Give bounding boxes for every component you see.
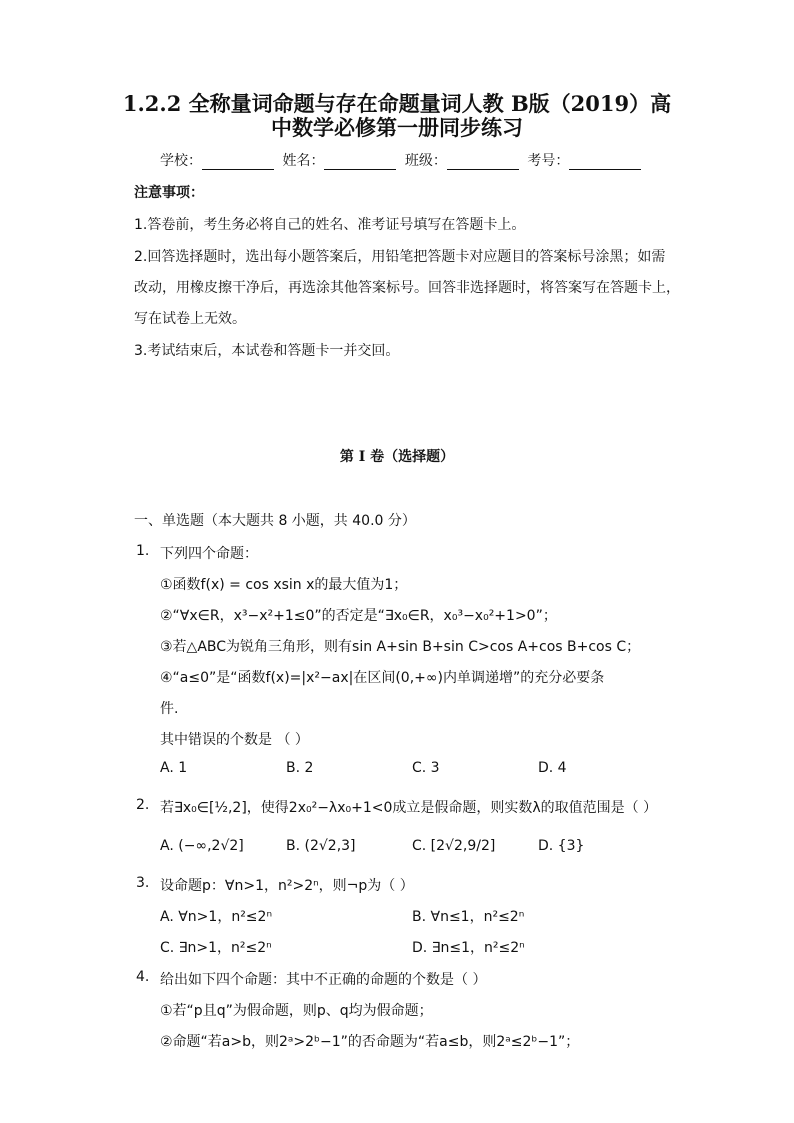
notice-heading: 注意事项： (134, 185, 204, 201)
option-d: D. ∃n≤1，n²≤2ⁿ (412, 940, 525, 956)
id-blank (569, 155, 641, 170)
statement: ③若△ABC为锐角三角形，则有sin A+sin B+sin C>cos A+cos B+cos C； (160, 639, 641, 655)
question-stem: 给出如下四个命题：其中不正确的命题的个数是（ ） (160, 972, 487, 988)
statement: ①若“p且q”为假命题，则p、q均为假命题； (160, 1003, 433, 1019)
notice-item: 写在试卷上无效。 (134, 311, 246, 327)
statement: 件. (160, 701, 179, 717)
notice-item: 1.答卷前，考生务必将自己的姓名、准考证号填写在答题卡上。 (134, 217, 526, 233)
option-b: B. 2 (286, 760, 314, 776)
statement: ②“∀x∈R，x³−x²+1≤0”的否定是“∃x₀∈R，x₀³−x₀²+1>0”； (160, 608, 557, 624)
option-c: C. [2√2,9/2] (412, 838, 496, 854)
question-number: 2. (136, 797, 150, 813)
notice-item: 改动，用橡皮擦干净后，再选涂其他答案标号。回答非选择题时，将答案写在答题卡上， (134, 280, 680, 296)
statement: ①函数f(x) = cos xsin x的最大值为1； (160, 577, 408, 593)
option-a: A. 1 (160, 760, 188, 776)
question-number: 1. (136, 543, 150, 559)
question-number: 3. (136, 875, 150, 891)
name-label: 姓名： (282, 153, 325, 169)
option-d: D. {3} (538, 838, 585, 854)
option-d: D. 4 (538, 760, 567, 776)
class-blank (447, 155, 519, 170)
option-b: B. (2√2,3] (286, 838, 356, 854)
statement: ②命题“若a>b，则2ᵃ>2ᵇ−1”的否命题为“若a≤b，则2ᵃ≤2ᵇ−1”； (160, 1034, 580, 1050)
question-stem: 下列四个命题： (160, 546, 258, 562)
option-b: B. ∀n≤1，n²≤2ⁿ (412, 909, 525, 925)
option-c: C. ∃n>1，n²≤2ⁿ (160, 940, 272, 956)
id-label: 考号： (527, 153, 570, 169)
notice-item: 2.回答选择题时，选出每小题答案后，用铅笔把答题卡对应题目的答案标号涂黑；如需 (134, 249, 666, 265)
notice-item: 3.考试结束后，本试卷和答题卡一并交回。 (134, 343, 400, 359)
school-label: 学校： (160, 153, 202, 169)
option-c: C. 3 (412, 760, 440, 776)
part-heading: 一、单选题（本大题共 8 小题，共 40.0 分） (134, 513, 416, 529)
class-label: 班级： (404, 153, 447, 169)
question-stem: 设命题p：∀n>1，n²>2ⁿ，则¬p为（ ） (160, 878, 414, 894)
doc-title-line1: 1.2.2 全称量词命题与存在命题量词人教 B版（2019）高 (122, 91, 672, 116)
name-blank (324, 155, 396, 170)
option-a: A. (−∞,2√2] (160, 838, 244, 854)
option-a: A. ∀n>1，n²≤2ⁿ (160, 909, 273, 925)
statement: ④“a≤0”是“函数f(x)=|x²−ax|在区间(0,+∞)内单调递增”的充分必要条 (160, 670, 605, 686)
student-info-row (160, 150, 660, 170)
doc-title-line2: 中数学必修第一册同步练习 (271, 115, 523, 140)
question-number: 4. (136, 969, 150, 985)
school-blank (202, 155, 274, 170)
question-ask: 其中错误的个数是 （ ） (160, 732, 309, 748)
section-title: 第 I 卷（选择题） (339, 449, 455, 465)
question-stem: 若∃x₀∈[½,2]，使得2x₀²−λx₀+1<0成立是假命题，则实数λ的取值范围是（ ） (160, 800, 658, 816)
